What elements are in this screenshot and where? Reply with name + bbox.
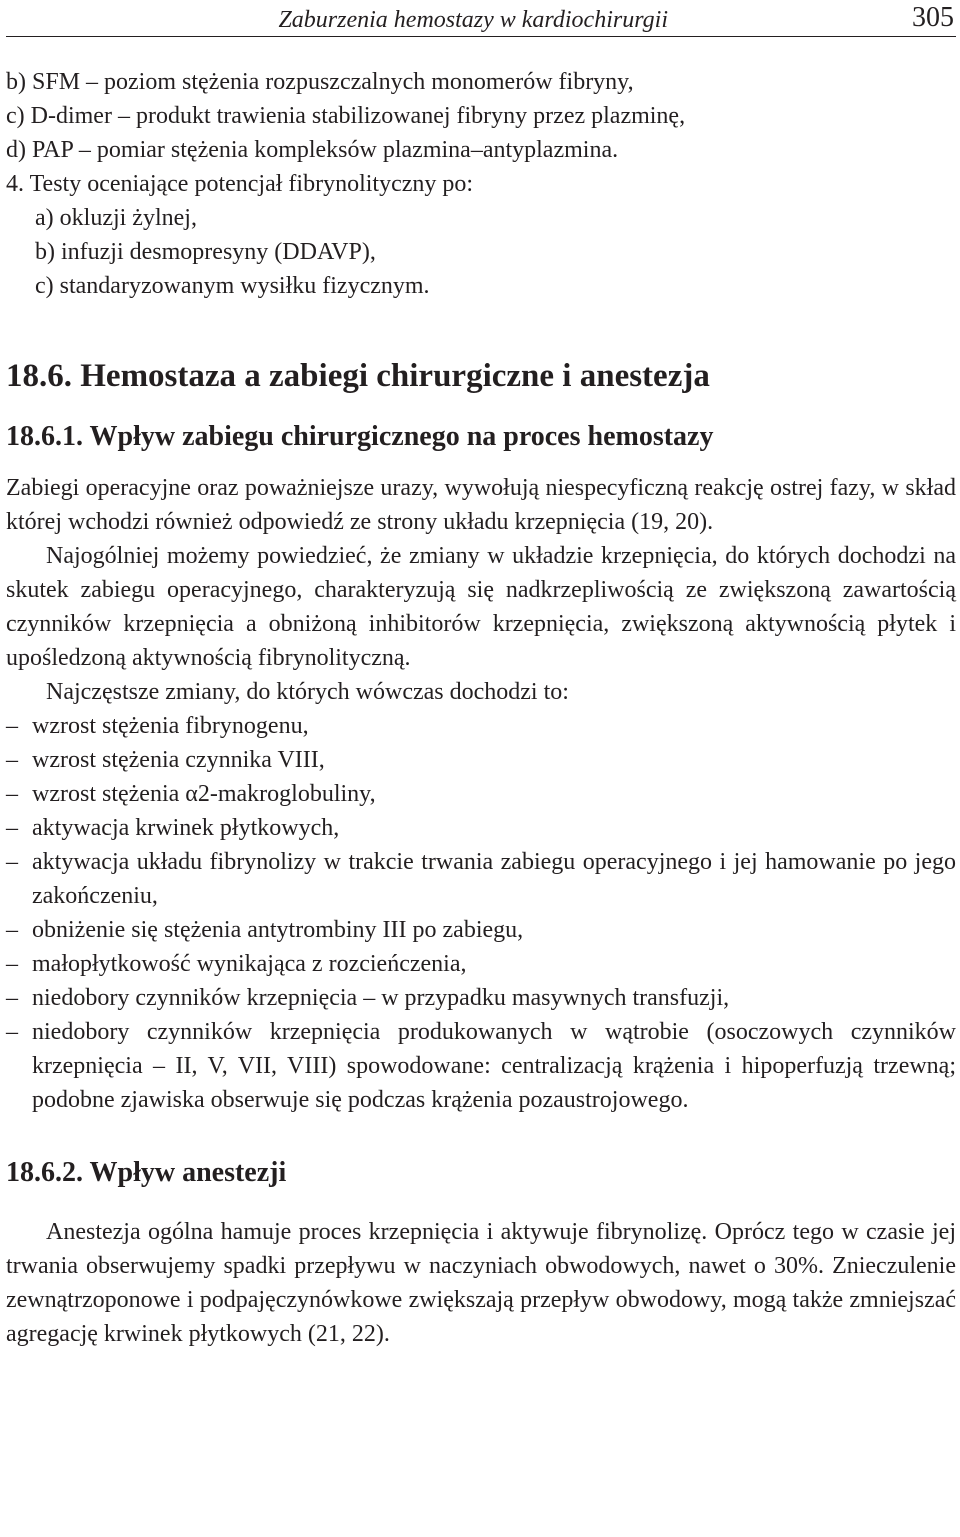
subsection-heading: 18.6.2. Wpływ anestezji — [6, 1157, 287, 1188]
list-item-text: wzrost stężenia fibrynogenu, — [32, 713, 309, 739]
list-item-text: aktywacja krwinek płytkowych, — [32, 815, 340, 841]
dash-bullet: – — [6, 917, 18, 943]
page-number: 305 — [912, 2, 954, 33]
list-item-text: obniżenie się stężenia antytrombiny III po zabiegu, — [32, 917, 524, 943]
list-item: c) D-dimer – produkt trawienia stabilizowanej fibryny przez plazminę, — [6, 103, 686, 129]
paragraph: Najczęstsze zmiany, do których wówczas dochodzi to: — [46, 679, 569, 705]
list-item — [6, 1015, 956, 1117]
list-item: 4. Testy oceniające potencjał fibrynolityczny po: — [6, 171, 474, 197]
paragraph: Najogólniej możemy powiedzieć, że zmiany w układzie krzepnięcia, do których dochodzi na skutek zabiegu operacyjnego, charakteryzują się nadkrzepliwością ze zwiększoną zawartością czynników krzepnięcia a obniżoną inhibitorów krzepnięcia, zwiększoną aktywnością płytek i upośledzoną aktywnością fibrynolityczną. — [6, 543, 956, 671]
list-item — [6, 947, 956, 981]
list-item — [6, 709, 956, 743]
dash-bullet: – — [6, 713, 18, 739]
section-heading: 18.6. Hemostaza a zabiegi chirurgiczne i anestezja — [6, 358, 710, 394]
dash-bullet: – — [6, 1019, 18, 1045]
dash-bullet: – — [6, 815, 18, 841]
list-item — [6, 811, 956, 845]
list-item-text: niedobory czynników krzepnięcia produkowanych w wątrobie (osoczowych czynników krzepnięcia – II, V, VII, VIII) spowodowane: centralizacją krążenia i hipoperfuzją trzewną; podobne zjawiska obserwuje się podczas krążenia pozaustrojowego. — [32, 1019, 956, 1113]
list-item-text: niedobory czynników krzepnięcia – w przypadku masywnych transfuzji, — [32, 985, 730, 1011]
dash-bullet: – — [6, 985, 18, 1011]
running-header — [6, 2, 956, 37]
list-item: b) infuzji desmopresyny (DDAVP), — [35, 239, 376, 265]
list-item: c) standaryzowanym wysiłku fizycznym. — [35, 273, 430, 299]
list-item-text: małopłytkowość wynikająca z rozcieńczenia, — [32, 951, 467, 977]
dash-bullet: – — [6, 781, 18, 807]
paragraph: Zabiegi operacyjne oraz poważniejsze urazy, wywołują niespecyficzną reakcję ostrej fazy, w skład której wchodzi również odpowiedź ze strony układu krzepnięcia (19, 20). — [6, 475, 956, 535]
list-item: a) okluzji żylnej, — [35, 205, 197, 231]
list-item: b) SFM – poziom stężenia rozpuszczalnych monomerów fibryny, — [6, 69, 634, 95]
list-item — [6, 981, 956, 1015]
dash-bullet: – — [6, 747, 18, 773]
paragraph: Anestezja ogólna hamuje proces krzepnięcia i aktywuje fibrynolizę. Oprócz tego w czasie jej trwania obserwujemy spadki przepływu w naczyniach obwodowych, nawet o 30%. Znieczulenie zewnątrzoponowe i podpajęczynówkowe zwiększają przepływ obwodowy, mogą także zmniejszać agregację krwinek płytkowych (21, 22). — [6, 1219, 956, 1347]
list-item — [6, 777, 956, 811]
dash-list — [6, 709, 956, 1117]
list-item — [6, 913, 956, 947]
list-item-text: wzrost stężenia czynnika VIII, — [32, 747, 325, 773]
dash-bullet: – — [6, 951, 18, 977]
dash-bullet: – — [6, 849, 18, 875]
list-item-text: aktywacja układu fibrynolizy w trakcie trwania zabiegu operacyjnego i jej hamowanie po jego zakończeniu, — [32, 849, 956, 909]
list-item: d) PAP – pomiar stężenia kompleksów plazmina–antyplazmina. — [6, 137, 619, 163]
subsection-heading: 18.6.1. Wpływ zabiegu chirurgicznego na proces hemostazy — [6, 421, 714, 452]
list-item-text: wzrost stężenia α2-makroglobuliny, — [32, 781, 376, 807]
running-title: Zaburzenia hemostazy w kardiochirurgii — [278, 7, 668, 33]
list-item — [6, 743, 956, 777]
page-body — [6, 65, 956, 1351]
list-item — [6, 845, 956, 913]
